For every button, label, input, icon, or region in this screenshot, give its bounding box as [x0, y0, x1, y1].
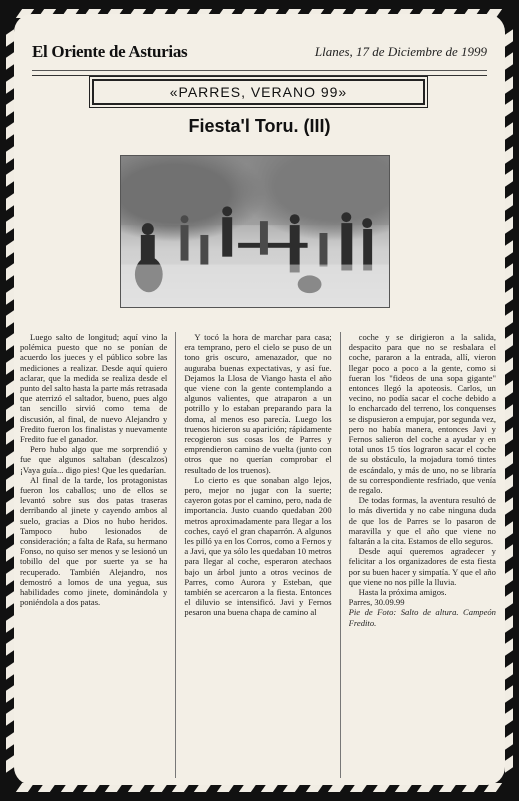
paragraph: Hasta la próxima amigos. — [358, 587, 447, 598]
border-tick — [505, 404, 513, 422]
paragraph: De todas formas, la aventura resultó de lo más divertida y no cabe ninguna duda de que los de Parres se lo pasaron de maravilla y que el año que viene no faltarán a la cita. Estamos de ello seguros. — [348, 495, 496, 547]
border-tick — [6, 427, 14, 445]
border-tick — [505, 732, 513, 750]
border-tick — [505, 451, 513, 469]
border-tick — [505, 380, 513, 398]
masthead — [32, 36, 487, 76]
border-tick — [505, 357, 513, 375]
section-title: «PARRES, VERANO 99» — [92, 79, 425, 105]
border-tick — [505, 474, 513, 492]
border-tick — [6, 685, 14, 703]
column-divider — [340, 332, 341, 778]
border-tick — [505, 568, 513, 586]
border-tick — [505, 662, 513, 680]
border-tick — [505, 685, 513, 703]
border-tick — [505, 310, 513, 328]
paragraph: Luego salto de longitud; aquí vino la polémica puesto que no se ponían de acuerdo los jueces y el público sobre las mediciones a realizar. Desde aquí quiero aclarar, que la medida se realiza desde el punto del salto hasta la parte más retrasada que aterrizó el saltador, bueno, pues algo tan sencillo sirvió como tema de discusión, al final, de nuevo Alejandro y Fredito fueron los finalistas y nuevamente Fredito fue el ganador. — [20, 332, 168, 445]
border-tick — [6, 662, 14, 680]
border-tick — [6, 122, 14, 140]
border-tick — [6, 216, 14, 234]
border-tick — [505, 122, 513, 140]
border-tick — [505, 240, 513, 258]
border-tick — [505, 169, 513, 187]
border-tick — [505, 427, 513, 445]
article-photo — [120, 155, 390, 308]
border-tick — [505, 216, 513, 234]
text-column-3 — [349, 332, 496, 778]
border-tick — [6, 404, 14, 422]
paragraph: coche y se dirigieron a la salida, despacito para que no se resbalara el coche, pararon a la entrada, allí, vieron llegar poco a poco a la gente, como si fueran los "fideos de una sopa gigante" entonces llegó la apoteosis. Carlos, un vecino, no podía sacar el coche debido a lo encharcado del terreno, los conquenses se dispusieron a empujar, por segunda vez, pero no había manera, entonces Javi y Fernos salieron del coche a ayudar y en total unos 15 tíos lograron sacar el coche de su obstáculo, la mojadura tomó tintes de escándalo, y más de uno, no se libraría de su correspondiente resfriado, que venía de regalo. — [348, 332, 496, 496]
article-headline: Fiesta'l Toru. (III) — [188, 116, 331, 136]
border-tick — [505, 333, 513, 351]
border-tick — [6, 568, 14, 586]
signature: Parres, 30.09.99 — [348, 597, 405, 608]
photo-caption: Pie de Foto: Salto de altura. Campeón Fredito. — [348, 607, 496, 628]
photo-illustration — [121, 156, 389, 307]
border-bottom — [8, 783, 511, 801]
border-tick — [505, 755, 513, 773]
paragraph: Desde aquí queremos agradecer y felicitar a los organizadores de esta fiesta por su buen hacer y simpatía. Y que el año que viene no nos pille la lluvia. — [348, 546, 496, 587]
border-tick — [505, 638, 513, 656]
border-tick — [505, 521, 513, 539]
newspaper-name: El Oriente de Asturias — [32, 42, 188, 61]
border-tick — [6, 474, 14, 492]
border-tick — [6, 497, 14, 515]
border-tick — [6, 544, 14, 562]
border-tick — [505, 287, 513, 305]
border-tick — [6, 357, 14, 375]
publication-date: Llanes, 17 de Diciembre de 1999 — [314, 44, 487, 59]
border-tick — [6, 52, 14, 70]
border-tick — [505, 497, 513, 515]
border-tick — [6, 240, 14, 258]
border-tick — [505, 591, 513, 609]
border-tick — [505, 99, 513, 117]
border-tick — [6, 29, 14, 47]
paragraph: Y tocó la hora de marchar para casa; era temprano, pero el cielo se puso de un tono gris oscuro, amenazador, que no auguraba buenas expectativas, y así fue. Dejamos la Llosa de Viango hasta el año que viene con la gente contemplando a algunos valientes, que atraparon a un potrillo y lo estaban preparando para la doma, al menos eso parecía. Luego los truenos hicieron su aparición; rápidamente recogieron sus cosas los de Parres y emprendieron camino de vuelta (junto con otros que no querían comprobar el resultado de los truenos). — [184, 332, 332, 475]
border-tick — [6, 755, 14, 773]
text-column-2 — [184, 332, 331, 778]
column-divider — [175, 332, 176, 778]
border-tick — [6, 732, 14, 750]
border-tick — [6, 169, 14, 187]
border-tick — [505, 263, 513, 281]
border-tick — [6, 310, 14, 328]
border-tick — [505, 544, 513, 562]
border-tick — [6, 193, 14, 211]
border-tick — [6, 263, 14, 281]
article-body — [20, 332, 496, 778]
border-tick — [6, 76, 14, 94]
border-right — [505, 20, 519, 781]
border-tick — [6, 146, 14, 164]
border-tick — [6, 380, 14, 398]
paragraph: Pero hubo algo que me sorprendió y fue que algunos saltaban (descalzos) ¡Vaya guía... digo pies! Que les quedarían. — [20, 444, 168, 475]
border-tick — [6, 591, 14, 609]
paragraph: Lo cierto es que sonaban algo lejos, pero, mejor no jugar con la suerte; cayeron gotas por el camino, pero, nada de importancia. Justo cuando quedaban 200 metros aproximadamente para llegar a los coches, cayó el gran chaparrón. A algunos les pilló ya en los Corros, como a Fernos y a Javi, que ya sólo les quedaban 10 metros para llegar al coche, esperaron atechaos bajo un árbol junto a otros vecinos de Parres, como Aurora y Esteban, que también se acercaron a la fiesta. Entonces el diluvio se intensificó. Javi y Fernos pesaron una buena chapa de camino al — [184, 474, 332, 618]
border-tick — [505, 615, 513, 633]
border-tick — [505, 76, 513, 94]
paragraph: Al final de la tarde, los protagonistas fueron los caballos; uno de ellos se levantó sobre sus dos patas traseras derribando al jinete y cayendo ambos al suelo, gracias a Dios no hubo heridos. Tampoco hubo lesionados de consideración; a falta de Rafa, su hermano Fonso, no quiso ser menos y se lesionó un tobillo del que por suerte ya se ha recuperado. También Alejandro, nos demostró a lomos de una yegua, sus habilidades como jinete, dominándola y poniéndola a dos patas. — [20, 474, 168, 608]
border-tick — [505, 708, 513, 726]
border-tick — [6, 333, 14, 351]
border-tick — [6, 615, 14, 633]
border-tick — [505, 29, 513, 47]
border-tick — [6, 451, 14, 469]
border-tick — [6, 521, 14, 539]
border-tick — [6, 287, 14, 305]
border-left — [0, 20, 14, 781]
border-tick — [6, 99, 14, 117]
border-tick — [505, 52, 513, 70]
text-column-1 — [20, 332, 167, 778]
masthead-rule — [32, 70, 487, 71]
border-tick — [6, 638, 14, 656]
newspaper-clipping — [14, 14, 505, 785]
border-tick — [505, 146, 513, 164]
border-tick — [505, 193, 513, 211]
border-tick — [6, 708, 14, 726]
